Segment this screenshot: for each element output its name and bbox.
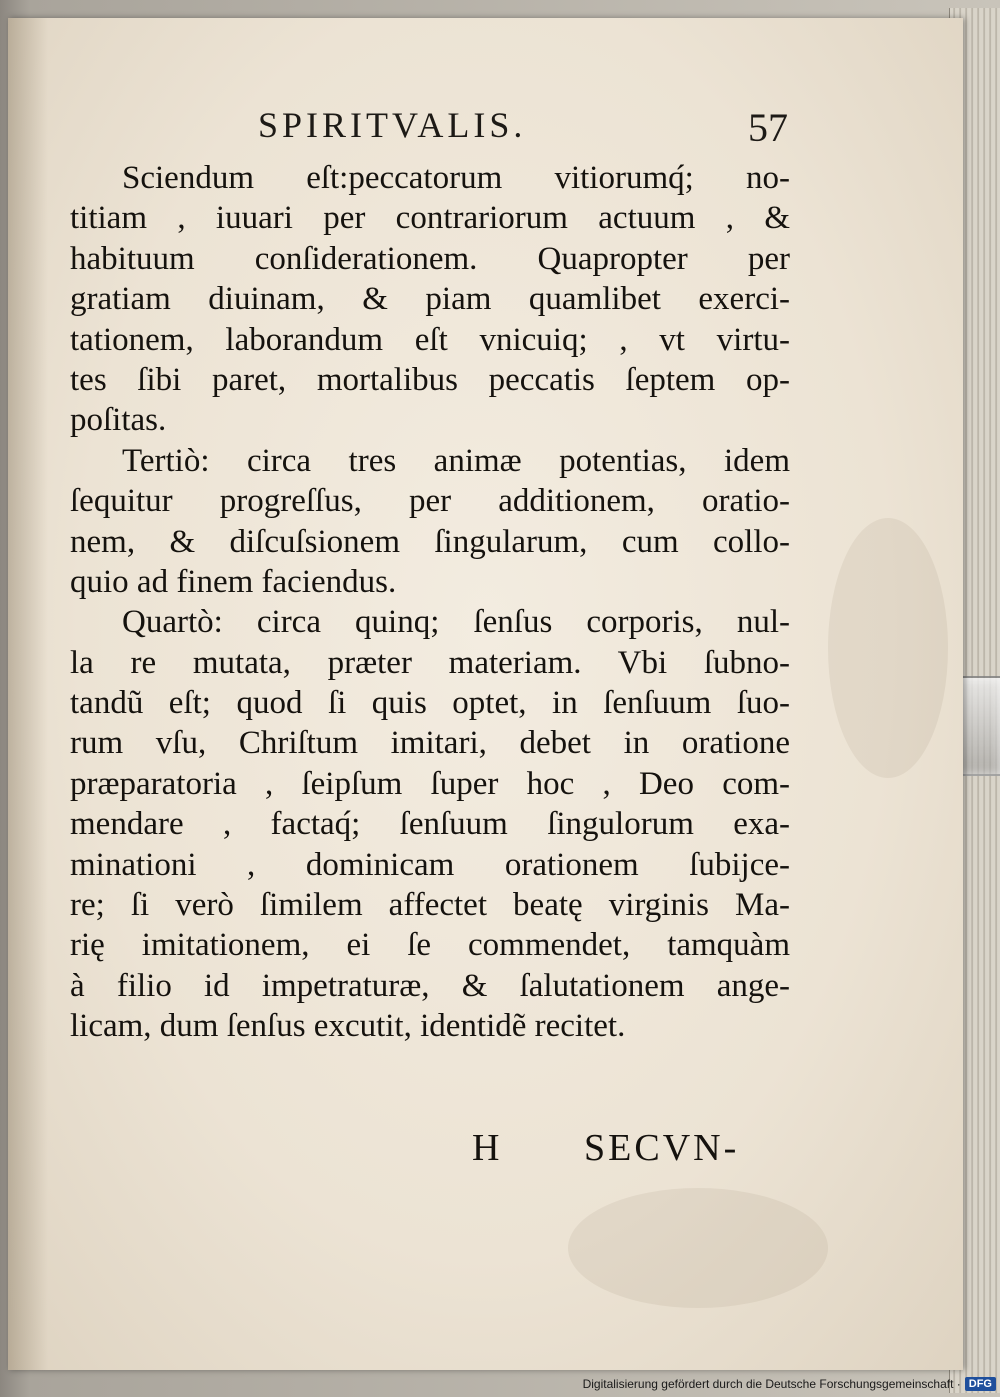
body-text — [70, 158, 790, 1047]
text-line: quio ad finem faciendus. — [70, 563, 397, 600]
text-line: minationi , dominicam orationem ſubijce- — [70, 846, 790, 883]
text-line: rum vſu, Chriſtum imitari, debet in oratione — [70, 725, 790, 762]
text-line: Quartò: circa quinq; ſenſus corporis, nul- — [122, 604, 790, 641]
text-line: gratiam diuinam, & piam quamlibet exerci- — [70, 281, 790, 318]
signature-line — [472, 1126, 772, 1176]
text-line: nem, & diſcuſsionem ſingularum, cum collo- — [70, 523, 790, 560]
book-page — [8, 18, 963, 1370]
page-header — [258, 104, 798, 164]
text-line: licam, dum ſenſus excutit, identidẽ recitet. — [70, 1008, 626, 1045]
text-line: titiam , iuuari per contrariorum actuum , & — [70, 200, 790, 237]
text-line: rię imitationem, ei ſe commendet, tamquàm — [70, 927, 790, 964]
signature-mark: H — [472, 1127, 500, 1169]
dfg-logo: DFG — [965, 1377, 996, 1391]
footer-credit: Digitalisierung gefördert durch die Deutsche Forschungsgemeinschaft · — [582, 1377, 961, 1391]
text-line: mendare , factaq́; ſenſuum ſingulorum exa- — [70, 806, 790, 843]
text-line: habituum conſiderationem. Quapropter per — [70, 240, 790, 277]
paper-stain — [828, 518, 948, 778]
paper-stain — [568, 1188, 828, 1308]
digitization-footer — [583, 1375, 996, 1393]
page-number: 57 — [748, 105, 788, 150]
text-line: tes ſibi paret, mortalibus peccatis ſeptem op- — [70, 361, 790, 398]
text-line: poſitas. — [70, 402, 167, 439]
text-line: tationem, laborandum eſt vnicuiq; , vt virtu- — [70, 321, 790, 358]
text-line: la re mutata, præter materiam. Vbi ſubno- — [70, 644, 790, 681]
text-line: à filio id impetraturæ, & ſalutationem ange- — [70, 967, 790, 1004]
text-line: tandũ eſt; quod ſi quis optet, in ſenſuum ſuo- — [70, 685, 790, 722]
text-line: re; ſi verò ſimilem affectet beatę virginis Ma- — [70, 887, 790, 924]
running-head: SPIRITVALIS. — [258, 105, 527, 145]
catchword: SECVN- — [584, 1127, 740, 1169]
text-line: ſequitur progreſſus, per additionem, oratio- — [70, 483, 790, 520]
text-line: præparatoria , ſeipſum ſuper hoc , Deo com- — [70, 765, 790, 802]
text-line: Tertiò: circa tres animæ potentias, idem — [122, 442, 790, 479]
text-line: Sciendum eſt:peccatorum vitiorumq́; no- — [122, 160, 790, 196]
